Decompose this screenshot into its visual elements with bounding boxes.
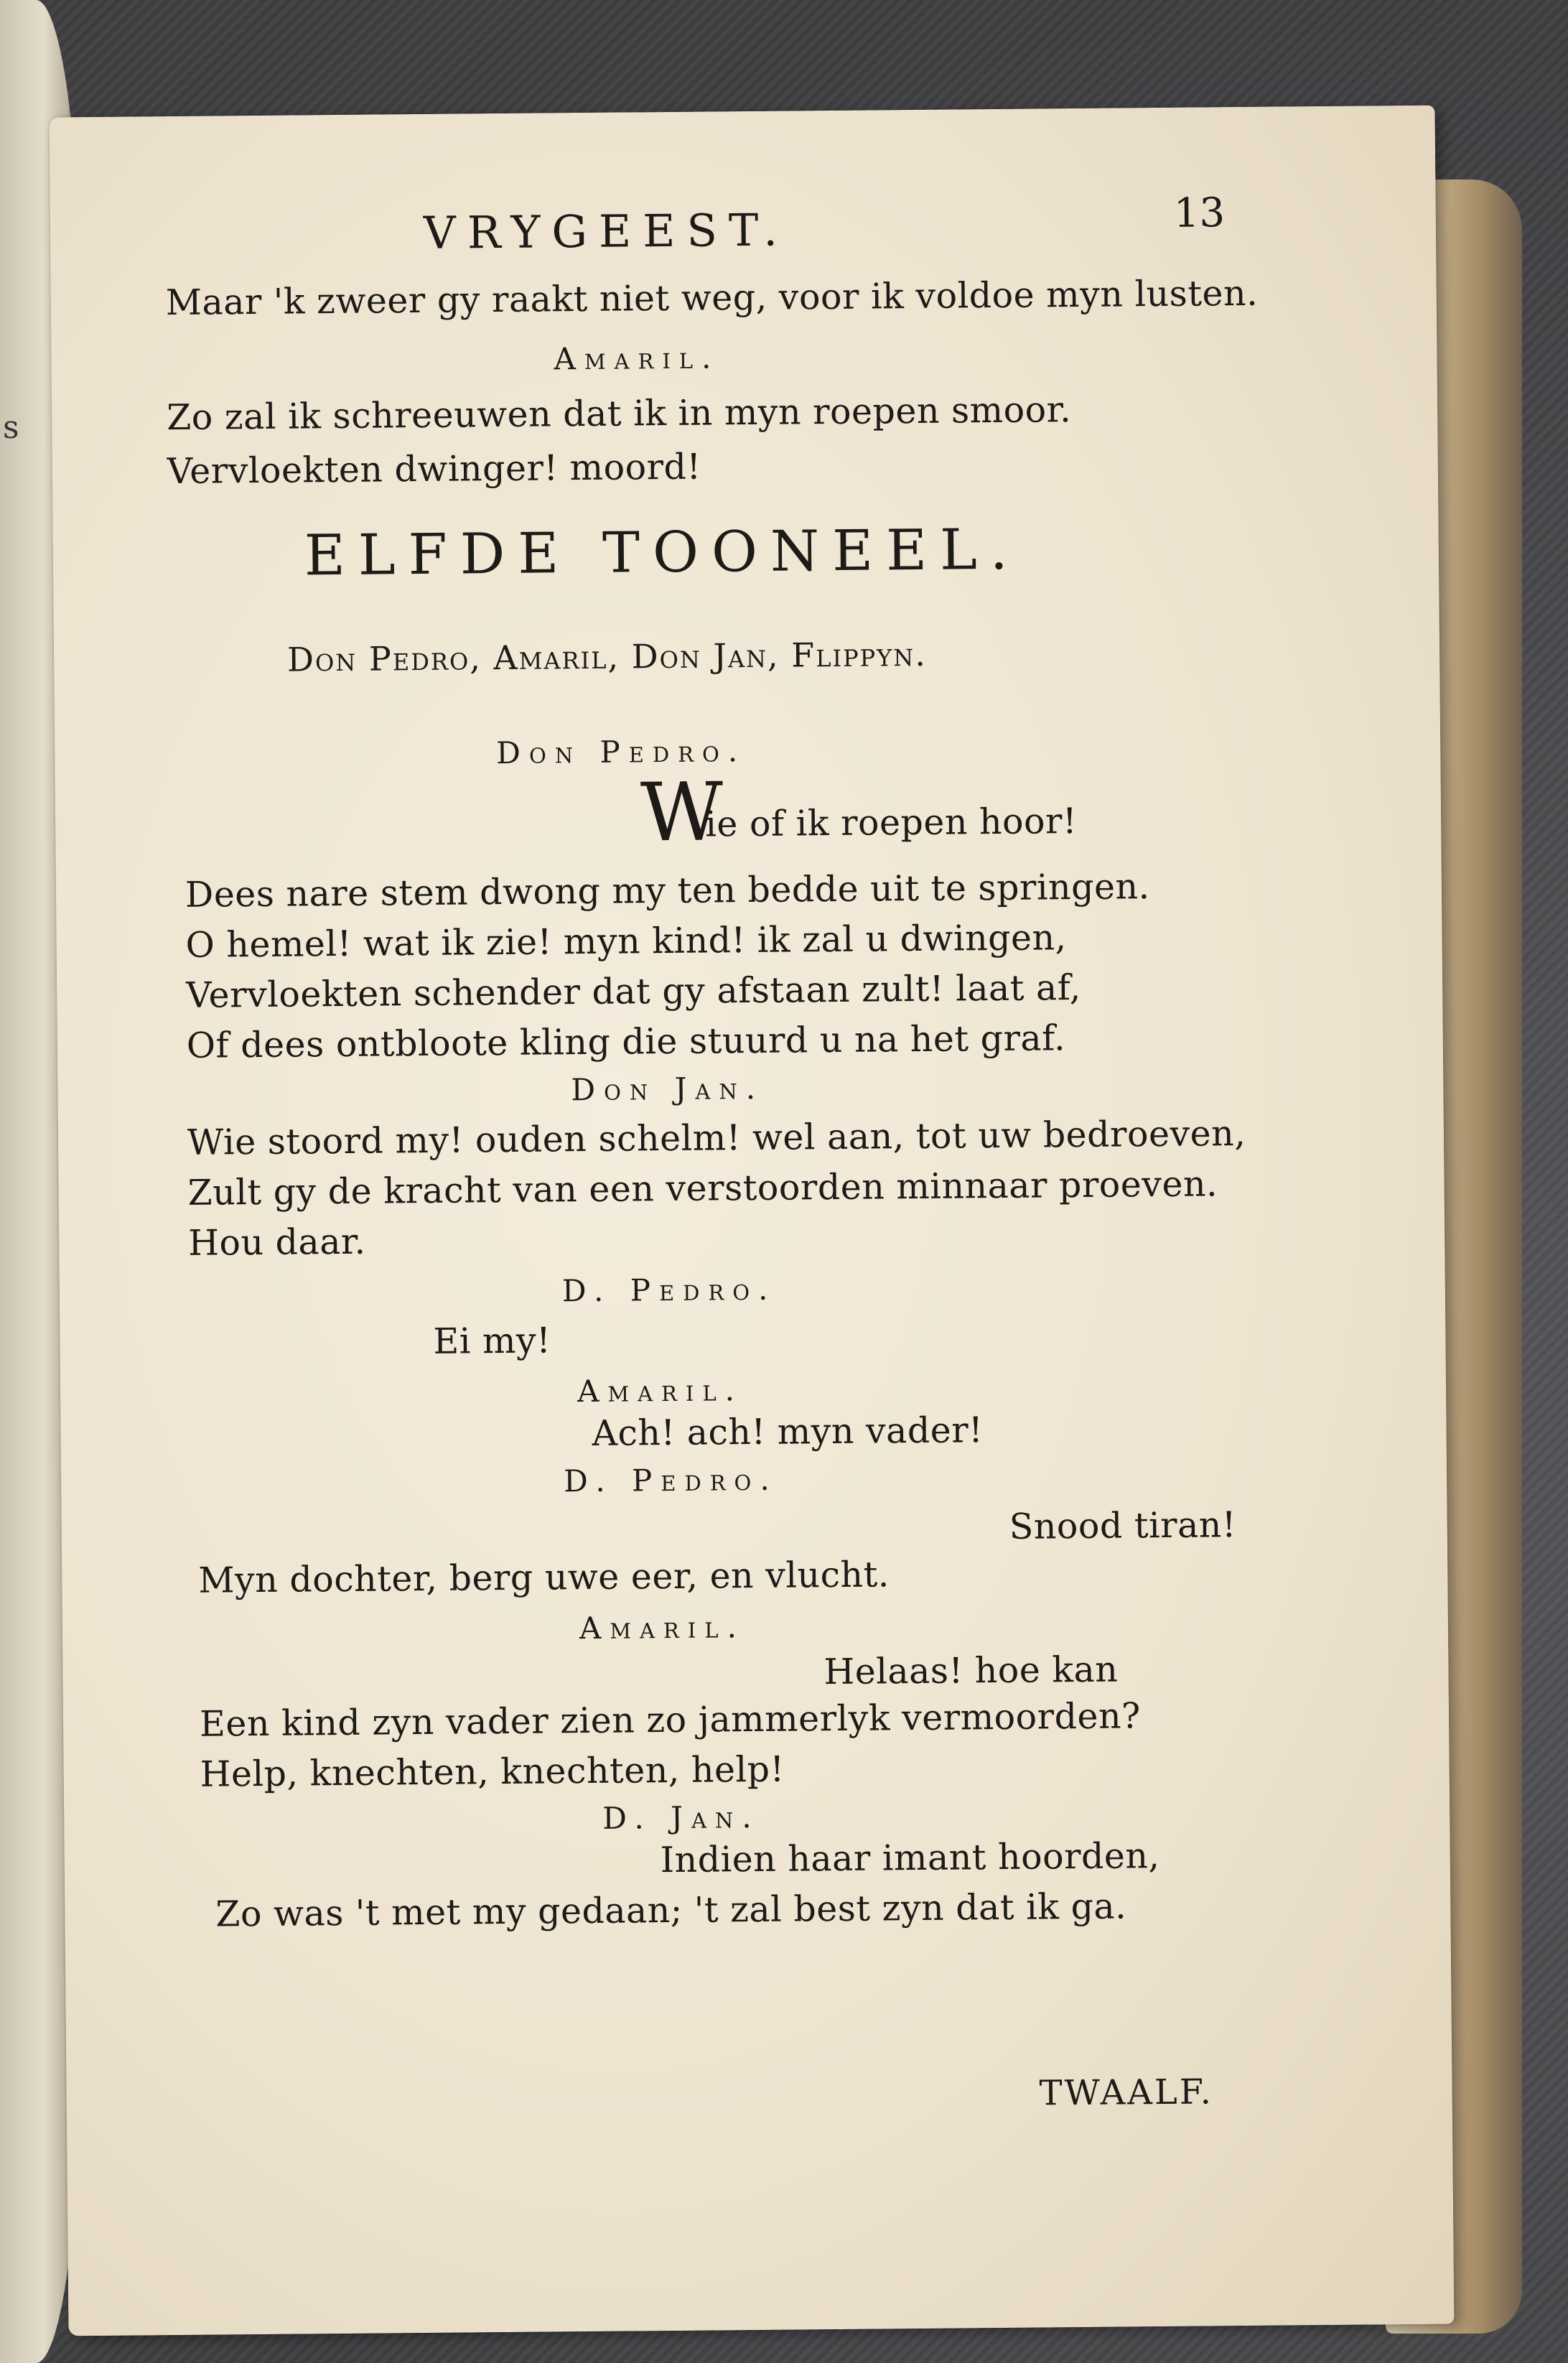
verse-line: Of dees ontbloote kling die stuurd u na het graf. [186, 1017, 1066, 1066]
verse-line: Maar 'k zweer gy raakt niet weg, voor ik voldoe myn lusten. [165, 272, 1259, 324]
book-page [50, 106, 1455, 2336]
speaker-name: D. Pedro. [563, 1461, 778, 1499]
verse-line: Myn dochter, berg uwe eer, en vlucht. [198, 1554, 890, 1601]
verse-line: Vervloekten dwinger! moord! [167, 446, 701, 493]
verse-line: Hou daar. [187, 1221, 366, 1264]
speaker-name: Don Jan. [571, 1070, 765, 1108]
verse-line: Vervloekten schender dat gy afstaan zult! laat af, [185, 966, 1081, 1016]
running-title: VRYGEEST. [423, 203, 790, 259]
verse-line: Zult gy de kracht van een verstoorden minnaar proeven. [187, 1163, 1218, 1213]
verse-line: Ach! ach! myn vader! [592, 1409, 984, 1454]
scene-title: ELFDE TOONEEL. [304, 517, 1022, 589]
verse-line: Een kind zyn vader zien zo jammerlyk vermoorden? [199, 1695, 1142, 1745]
verse-line: Zo zal ik schreeuwen dat ik in myn roepen smoor. [166, 389, 1072, 439]
catchword: TWAALF. [1039, 2071, 1214, 2114]
verse-line: Zo was 't met my gedaan; 't zal best zyn dat ik ga. [215, 1886, 1127, 1935]
verse-line: ie of ik roepen hoor! [704, 801, 1078, 845]
verse-line: Indien haar imant hoorden, [660, 1835, 1160, 1881]
speaker-name: Amaril. [577, 1372, 744, 1409]
speaker-name: Amaril. [579, 1609, 746, 1646]
verse-line: Snood tiran! [1009, 1504, 1237, 1547]
left-page-margin-text: s [3, 409, 19, 446]
verse-line: Ei my! [433, 1320, 551, 1362]
verse-line: Dees nare stem dwong my ten bedde uit te springen. [185, 866, 1150, 915]
speaker-name: Don Pedro. [496, 733, 747, 771]
page-number: 13 [1173, 190, 1226, 237]
verse-line: Wie stoord my! ouden schelm! wel aan, tot uw bedroeven, [187, 1112, 1246, 1163]
drop-capital: W [640, 765, 724, 860]
speaker-name: D. Jan. [602, 1799, 760, 1836]
verse-line: Help, knechten, knechten, help! [200, 1748, 785, 1795]
verse-line: Helaas! hoe kan [823, 1649, 1119, 1693]
scene-cast-list: Don Pedro, Amaril, Don Jan, Flippyn. [286, 634, 928, 679]
speaker-name: Amaril. [554, 340, 720, 377]
verse-line: O hemel! wat ik zie! myn kind! ik zal u dwingen, [185, 917, 1067, 966]
speaker-name: D. Pedro. [561, 1271, 777, 1309]
